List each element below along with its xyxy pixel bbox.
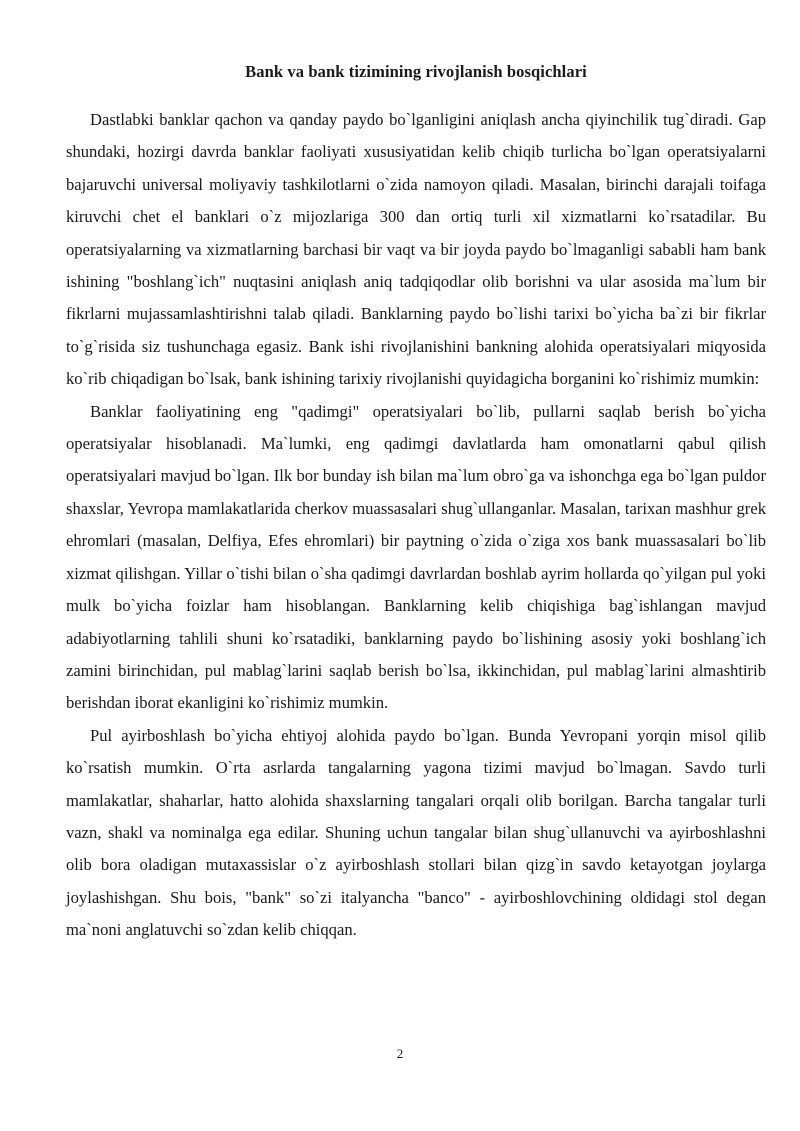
paragraph-3: Pul ayirboshlash bo`yicha ehtiyoj alohida paydo bo`lgan. Bunda Yevropani yorqin misol qilib ko`rsatish mumkin. O`rta asrlarda tangalarning yagona tizimi mavjud bo`lmagan. Savdo turli mamlakatlar, shaharlar, hatto alohida shaxslarning tangalari orqali olib borilgan. Barcha tangalar turli vazn, shakl va nominalga ega edilar. Shuning uchun tangalar bilan shug`ullanuvchi va ayirboshlashni olib bora oladigan mutaxassislar o`z ayirboshlash stollari bilan qizg`in savdo ketayotgan joylarga joylashishgan. Shu bois, "bank" so`zi italyancha "banco" - ayirboshlovchining oldidagi stol degan ma`noni anglatuvchi so`zdan kelib chiqqan.: [66, 725, 766, 940]
page-title: Bank va bank tizimining rivojlanish bosqichlari: [245, 62, 587, 81]
paragraph-1: Dastlabki banklar qachon va qanday paydo bo`lganligini aniqlash ancha qiyinchilik tug`diradi. Gap shundaki, hozirgi davrda banklar faoliyati xususiyatidan kelib chiqib turlicha bo`lgan operatsiyalarni bajaruvchi universal moliyaviy tashkilotlarni o`zida namoyon qiladi. Masalan, birinchi darajali toifaga kiruvchi chet el banklari o`z mijozlariga 300 dan ortiq turli xil xizmatlarni ko`rsatadilar. Bu operatsiyalarning va xizmatlarning barchasi bir vaqt va bir joyda paydo bo`lmaganligi sababli ham bank ishining "boshlang`ich" nuqtasini aniqlash aniq tadqiqodlar olib borishni va ular asosida ma`lum bir fikrlarni mujassamlashtirishni talab qiladi. Banklarning paydo bo`lishi tarixi bo`yicha ba`zi bir fikrlar to`g`risida siz tushunchaga egasiz. Bank ishi rivojlanishini bankning alohida operatsiyalari miqyosida ko`rib chiqadigan bo`lsak, bank ishining tarixiy rivojlanishi quyidagicha borganini ko`rishimiz mumkin:: [66, 110, 766, 389]
page-number: 2: [396, 1046, 404, 1061]
paragraph-2: Banklar faoliyatining eng "qadimgi" operatsiyalari bo`lib, pullarni saqlab berish bo`yicha operatsiyalar hisoblanadi. Ma`lumki, eng qadimgi davlatlarda ham omonatlarni qabul qilish operatsiyalari mavjud bo`lgan. Ilk bor bunday ish bilan ma`lum obro`ga va ishonchga ega bo`lgan puldor shaxslar, Yevropa mamlakatlarida cherkov muassasalari shug`ullanganlar. Masalan, tarixan mashhur grek ehromlari (masalan, Delfiya, Efes ehromlari) bir paytning o`zida o`ziga xos bank muassasalari bo`lib xizmat qilishgan. Yillar o`tishi bilan o`sha qadimgi davrlardan boshlab ayrim hollarda qo`yilgan pul yoki mulk bo`yicha foizlar ham hisoblangan. Banklarning kelib chiqishiga bag`ishlangan mavjud adabiyotlarning tahlili shuni ko`rsatadiki, banklarning paydo bo`lishining asosiy yoki boshlang`ich zamini birinchidan, pul mablag`larini saqlab berish bo`lsa, ikkinchidan, pul mablag`larini almashtirib berishdan iborat ekanligini ko`rishimiz mumkin.: [66, 401, 766, 713]
document-page: [66, 56, 766, 947]
